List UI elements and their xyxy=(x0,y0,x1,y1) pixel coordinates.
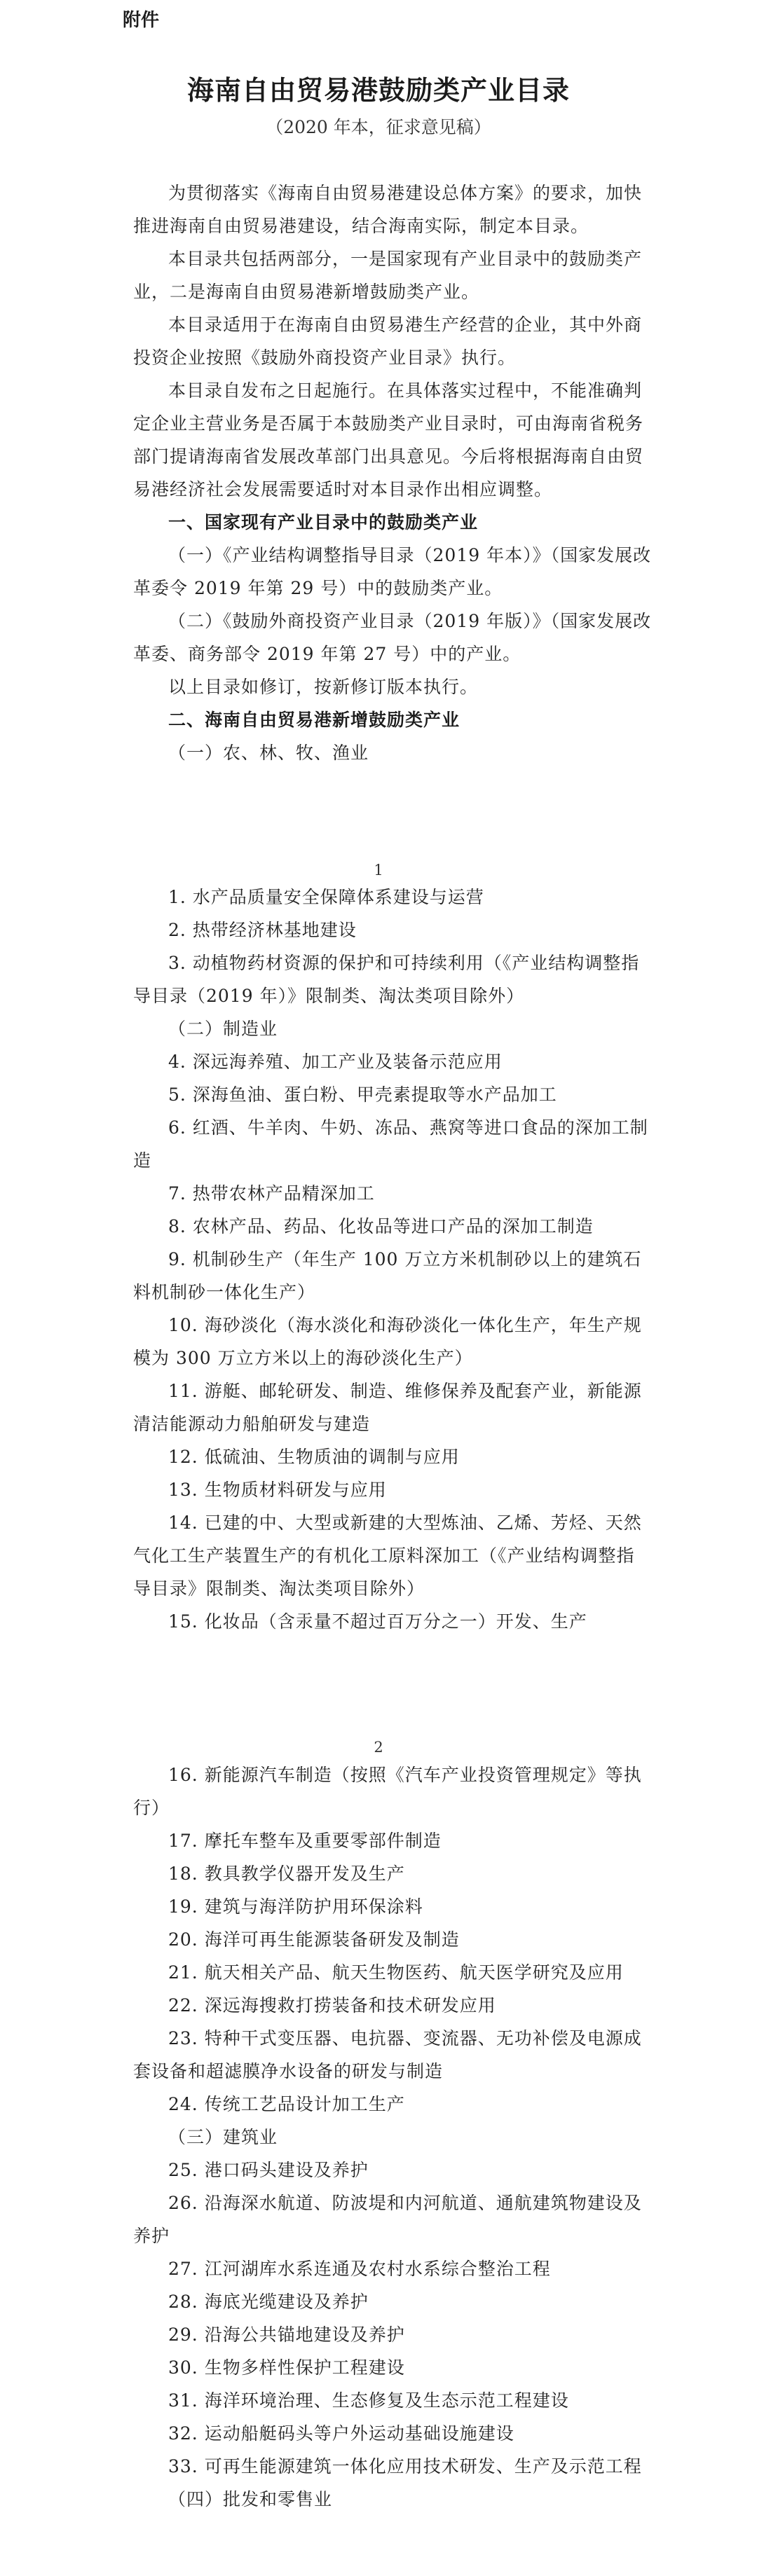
page3-body xyxy=(133,1758,652,2516)
list-item: 5. 深海鱼油、蛋白粉、甲壳素提取等水产品加工 xyxy=(168,1084,557,1105)
page-title: 海南自由贸易港鼓励类产业目录 xyxy=(186,74,570,106)
list-item: 24. 传统工艺品设计加工生产 xyxy=(168,2094,405,2114)
list-item: （二）《鼓励外商投资产业目录（2019 年版）》（国家发展改革委、商务部令 2019 年第 27 号）中的产业。 xyxy=(133,611,652,664)
list-item: 9. 机制砂生产（年生产 100 万立方米机制砂以上的建筑石料机制砂一体化生产） xyxy=(133,1249,642,1302)
list-item: 15. 化妆品（含汞量不超过百万分之一）开发、生产 xyxy=(168,1611,587,1632)
category-heading: （一）农、林、牧、渔业 xyxy=(168,743,369,763)
list-item: 20. 海洋可再生能源装备研发及制造 xyxy=(168,1929,460,1950)
attachment-label: 附件 xyxy=(123,10,160,31)
category-heading: （二）制造业 xyxy=(168,1019,278,1039)
list-item: 17. 摩托车整车及重要零部件制造 xyxy=(168,1831,442,1851)
category-heading: （三）建筑业 xyxy=(168,2127,278,2147)
list-item: 29. 沿海公共锚地建设及养护 xyxy=(168,2324,405,2345)
list-item: 1. 水产品质量安全保障体系建设与运营 xyxy=(168,887,484,907)
list-item: 6. 红酒、牛羊肉、牛奶、冻品、燕窝等进口食品的深加工制造 xyxy=(133,1117,648,1171)
page2-body xyxy=(133,881,652,1638)
list-item: 33. 可再生能源建筑一体化应用技术研发、生产及示范工程 xyxy=(168,2456,642,2477)
section-heading: 一、国家现有产业目录中的鼓励类产业 xyxy=(168,512,479,532)
page-number: 1 xyxy=(374,862,383,879)
list-item: 23. 特种干式变压器、电抗器、变流器、无功补偿及电源成套设备和超滤膜净水设备的研发与制造 xyxy=(133,2028,642,2081)
list-item: 21. 航天相关产品、航天生物医药、航天医学研究及应用 xyxy=(168,1962,624,1983)
list-item: 18. 教具教学仪器开发及生产 xyxy=(168,1864,405,1884)
page-subtitle: （2020 年本，征求意见稿） xyxy=(266,117,491,137)
page-number: 2 xyxy=(374,1739,383,1756)
list-item: 31. 海洋环境治理、生态修复及生态示范工程建设 xyxy=(168,2390,569,2411)
list-item: 7. 热带农林产品精深加工 xyxy=(168,1183,375,1204)
list-item: 4. 深远海养殖、加工产业及装备示范应用 xyxy=(168,1052,503,1072)
list-item: 12. 低硫油、生物质油的调制与应用 xyxy=(168,1447,460,1467)
list-item: 8. 农林产品、药品、化妆品等进口产品的深加工制造 xyxy=(168,1216,594,1237)
list-item: 10. 海砂淡化（海水淡化和海砂淡化一体化生产，年生产规模为 300 万立方米以上的海砂淡化生产） xyxy=(133,1315,642,1368)
list-item: 11. 游艇、邮轮研发、制造、维修保养及配套产业，新能源清洁能源动力船舶研发与建造 xyxy=(133,1381,642,1434)
list-item: 25. 港口码头建设及养护 xyxy=(168,2160,369,2180)
list-item: 30. 生物多样性保护工程建设 xyxy=(168,2357,405,2378)
list-item: 16. 新能源汽车制造（按照《汽车产业投资管理规定》等执行） xyxy=(133,1765,642,1818)
intro-paragraph: 本目录共包括两部分，一是国家现有产业目录中的鼓励类产业，二是海南自由贸易港新增鼓励类产业。 xyxy=(133,249,643,302)
list-item: 32. 运动船艇码头等户外运动基础设施建设 xyxy=(168,2423,514,2444)
list-item: 3. 动植物药材资源的保护和可持续利用（《产业结构调整指导目录（2019 年）》限制类、淘汰类项目除外） xyxy=(133,953,640,1006)
list-item: 22. 深远海搜救打捞装备和技术研发应用 xyxy=(168,1995,496,2016)
list-item: 14. 已建的中、大型或新建的大型炼油、乙烯、芳烃、天然气化工生产装置生产的有机化工原料深加工（《产业结构调整指导目录》限制类、淘汰类项目除外） xyxy=(133,1513,642,1599)
list-item: （一）《产业结构调整指导目录（2019 年本）》（国家发展改革委令 2019 年第 29 号）中的鼓励类产业。 xyxy=(133,545,652,598)
list-item: 2. 热带经济林基地建设 xyxy=(168,920,357,940)
list-item: 26. 沿海深水航道、防波堤和内河航道、通航建筑物建设及养护 xyxy=(133,2193,642,2246)
list-item: 28. 海底光缆建设及养护 xyxy=(168,2292,369,2312)
category-heading: （四）批发和零售业 xyxy=(168,2489,333,2509)
section-heading: 二、海南自由贸易港新增鼓励类产业 xyxy=(168,710,461,730)
list-item: 13. 生物质材料研发与应用 xyxy=(168,1480,387,1500)
list-item: 19. 建筑与海洋防护用环保涂料 xyxy=(168,1896,423,1917)
list-item: 27. 江河湖库水系连通及农村水系综合整治工程 xyxy=(168,2259,551,2279)
intro-paragraph: 本目录自发布之日起施行。在具体落实过程中，不能准确判定企业主营业务是否属于本鼓励类产业目录时，可由海南省税务部门提请海南省发展改革部门出具意见。今后将根据海南自由贸易港经济社会发展需要适时对本目录作出相应调整。 xyxy=(133,380,644,500)
page1-body xyxy=(133,177,652,769)
intro-paragraph: 本目录适用于在海南自由贸易港生产经营的企业，其中外商投资企业按照《鼓励外商投资产业目录》执行。 xyxy=(133,315,643,368)
list-item: 以上目录如修订，按新修订版本执行。 xyxy=(168,677,479,697)
intro-paragraph: 为贯彻落实《海南自由贸易港建设总体方案》的要求，加快推进海南自由贸易港建设，结合海南实际，制定本目录。 xyxy=(133,183,643,236)
